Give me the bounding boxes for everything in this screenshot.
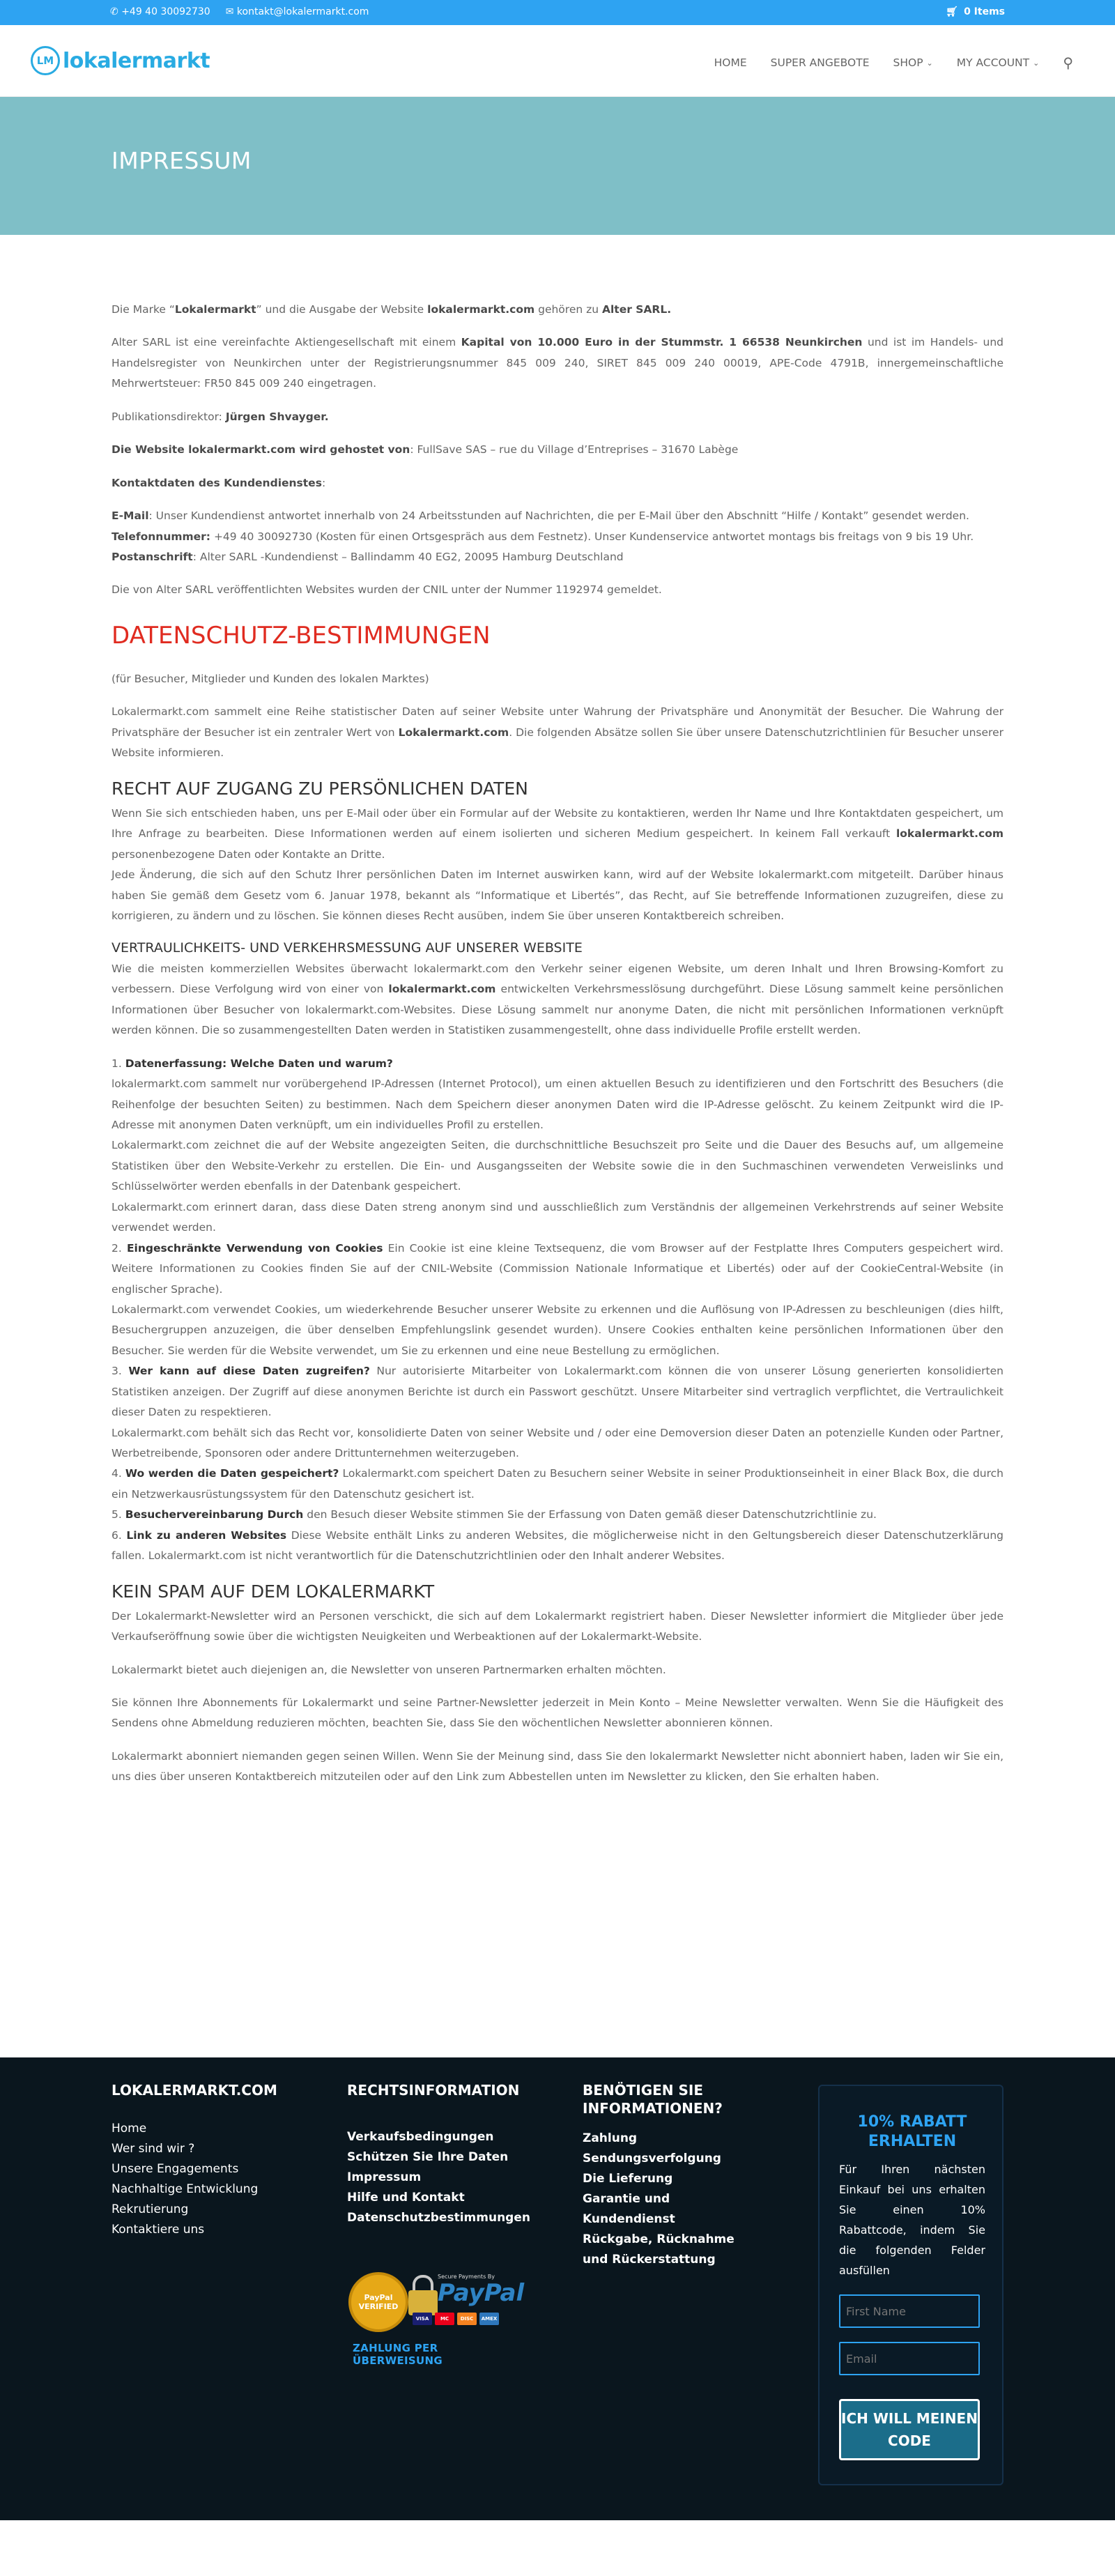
get-code-button[interactable]: ICH WILL MEINEN CODE [839,2399,980,2460]
phone-number: +49 40 30092730 [121,6,210,17]
point-2-text-2: Lokalermarkt.com verwendet Cookies, um wiederkehrende Besucher unserer Website zu erkennen und die Auflösung von IP-Adressen zu beschleunigen (dies hilft, Besuchergruppen anzuzeigen, die über denselben Empfehlungslink gesendet wurden). Unsere Cookies enthalten keine persönlichen Informationen über den Besucher. Sie werden für die Website verwendet, um Sie zu erkennen und eine neue Bestellung zu ermöglichen. [112,1303,1004,1357]
point-title: Eingeschränkte Verwendung von Cookies [126,1241,383,1255]
point-4 [112,1464,1004,1505]
text: und ist im Handels- und Handelsregister von Neunkirchen unter der Registrierungsnummer 845 009 240, SIRET 845 009 240 00019, APE-Code 4791B, innergemeinschaftliche Mehrwertsteuer: FR50 845 009 240 eingetragen. [112,336,1004,390]
nav-super-angebote[interactable] [771,56,870,69]
footer-link-delivery[interactable]: Die Lieferung [583,2172,673,2186]
secure-payments-text: Secure Payments By [438,2274,495,2280]
phone-contact[interactable] [110,6,210,17]
footer-heading: LOKALERMARKT.COM [112,2082,277,2099]
footer-link-payment[interactable]: Zahlung [583,2131,638,2145]
footer-link-data-protection[interactable]: Schützen Sie Ihre Daten [347,2150,509,2164]
contact-address [112,547,1004,567]
first-name-input[interactable] [839,2294,980,2328]
text: personenbezogene Daten oder Kontakte an Dritte. [112,848,385,861]
email-contact[interactable] [226,6,369,17]
section-heading-vertraulichkeit: VERTRAULICHKEITS- UND VERKEHRSMESSUNG AUF UNSERER WEBSITE [112,940,583,956]
chevron-down-icon: ⌄ [926,58,933,68]
text: Die Marke “ [112,303,175,316]
hosting-label: Die Website lokalermarkt.com wird gehostet von [112,443,410,457]
amex-icon: AMEX [479,2313,499,2325]
text: gehören zu [535,303,602,316]
point-number: 4. [112,1467,125,1480]
text: Nur autorisierte Mitarbeiter von Lokalermarkt.com können die von unserer Lösung generierten konsolidierten Statistiken anzeigen. Der Zugriff auf diese anonymen Berichte ist durch ein Passwort geschützt. Unsere Mitarbeiter sind vertraglich verpflichtet, die Vertraulichkeit dieser Daten zu respektieren. [112,1365,1004,1419]
text: +49 40 30092730 (Kosten für einen Ortsgespräch aus dem Festnetz). Unser Kundenservice antwortet montags bis freitags von 9 bis 19 Uhr. [210,530,974,543]
discount-signup-box [818,2085,1004,2485]
impressum-director [112,407,1004,427]
spam-paragraph-4: Lokalermarkt abonniert niemanden gegen seinen Willen. Wenn Sie der Meinung sind, dass Sie den lokalermarkt Newsletter nicht abonniert haben, laden wir Sie ein, uns dies über unseren Kontaktbereich mitzuteilen oder auf den Link zum Abbestellen unten im Newsletter zu klicken, den Sie erhalten haben. [112,1749,1004,1784]
footer-link-warranty[interactable]: Garantie und Kundendienst [583,2192,675,2226]
mail-icon: ✉ [225,6,234,17]
text: Publikationsdirektor: [112,410,226,423]
contact-phone [112,527,1004,547]
point-title: Datenerfassung: Welche Daten und warum? [125,1057,393,1070]
nav-label: SHOP [893,56,923,69]
point-title: Link zu anderen Websites [126,1528,287,1542]
text: Diese Website enthält Links zu anderen Websites, die möglicherweise nicht in den Geltungsbereich dieser Datenschutzerklärung fallen. Lokalermarkt.com ist nicht verantwortlich für die Datenschutzrichtlinien oder den Inhalt anderer Websites. [112,1528,1004,1563]
footer-link-tracking[interactable]: Sendungsverfolgung [583,2152,721,2165]
text: : FullSave SAS – rue du Village d’Entreprises – 31670 Labège [410,443,739,457]
point-1-text-3: Lokalermarkt.com erinnert daran, dass diese Daten streng anonym sind und ausschließlich zum Verständnis der allgemeinen Verkehrstrends auf seiner Website verwendet werden. [112,1200,1004,1234]
capital-address: Kapital von 10.000 Euro in der Stummstr. 1 66538 Neunkirchen [461,336,863,349]
footer-column-info [583,2081,757,2270]
spam-paragraph-2: Lokalermarkt bietet auch diejenigen an, die Newsletter von unseren Partnermarken erhalten möchten. [112,1663,666,1676]
text: . Die folgenden Absätze sollen Sie über unsere Datenschutzrichtlinien für Besucher unserer Website informieren. [112,726,1004,760]
footer-link-sustainability[interactable]: Nachhaltige Entwicklung [112,2182,259,2196]
point-1-text-1: lokalermarkt.com sammelt nur vorübergehend IP-Adressen (Internet Protocol), um einen aktuellen Besuch zu identifizieren und den Fortschritt des Besuchers (die Reihenfolge der besuchten Seiten) zu bestimmen. Nach dem Speichern dieser anonymen Daten wird die IP-Adresse gelöscht. Zu keinem Zeitpunkt wird die IP-Adresse mit anonymen Daten verknüpft, um ein individuelles Profil zu erstellen. [112,1078,1004,1132]
paypal-verified-seal: PayPal VERIFIED [348,2272,408,2332]
section-heading-spam: KEIN SPAM AUF DEM LOKALERMARKT [112,1581,435,1602]
text: Lokalermarkt.com speichert Daten zu Besuchern seiner Website in seiner Produktionseinheit in einer Black Box, die durch ein Netzwerkausrüstungssystem für den Datenschutz gesichert ist. [112,1467,1004,1501]
datenschutz-intro-2 [112,702,1004,763]
point-number: 1. [112,1057,125,1070]
point-number: 5. [112,1508,125,1521]
main-nav [714,54,1073,71]
mastercard-icon: MC [435,2313,454,2325]
paypal-logo: PayPal [438,2279,525,2307]
text: : [321,476,326,489]
text: den Besuch dieser Website stimmen Sie der Erfassung von Daten gemäß dieser Datenschutzrichtlinie zu. [303,1508,877,1521]
vertraulichkeit-paragraph [112,959,1004,1041]
logo-text: lokalermarkt [63,48,210,73]
footer-link-impressum[interactable]: Impressum [347,2170,422,2184]
text: : Alter SARL -Kundendienst – Ballindamm 40 EG2, 20095 Hamburg Deutschland [192,550,624,563]
cnil-note: Die von Alter SARL veröffentlichten Websites wurden der CNIL unter der Nummer 1192974 gemeldet. [112,583,662,597]
nav-home[interactable] [714,56,747,69]
phone-label: Telefonnummer: [112,530,211,543]
text: Wie die meisten kommerziellen Websites überwacht lokalermarkt.com den Verkehr seiner eigenen Website, um deren Inhalt und Ihren Browsing-Komfort zu verbessern. Diese Verfolgung wird von einer von [112,962,1004,996]
footer-link-help[interactable]: Hilfe und Kontakt [347,2191,465,2205]
nav-label: HOME [714,56,747,69]
footer-link-engagements[interactable]: Unsere Engagements [112,2162,239,2176]
datenschutz-intro-1: (für Besucher, Mitglieder und Kunden des lokalen Marktes) [112,673,429,685]
point-1-title [112,1054,1004,1074]
point-number: 6. [112,1528,127,1542]
point-3 [112,1361,1004,1423]
discover-icon: DISC [457,2313,477,2325]
text: : Unser Kundendienst antwortet innerhalb von 24 Arbeitsstunden auf Nachrichten, die per E-Mail über den Abschnitt “Hilfe / Kontakt” gesendet werden. [148,509,969,523]
text: ” und die Ausgabe der Website [256,303,428,316]
footer-link-home[interactable]: Home [112,2122,147,2136]
email-address: kontakt@lokalermarkt.com [236,6,369,17]
point-1-text-2: Lokalermarkt.com zeichnet die auf der Website angezeigten Seiten, die durchschnittliche Besuchszeit pro Seite und die Dauer des Besuchs auf, um allgemeine Statistiken über den Website-Verkehr zu erstellen. Die Ein- und Ausgangsseiten der Website sowie die in den Suchmaschinen verwendeten Verweislinks und Schlüsselwörter werden ebenfalls in der Datenbank gespeichert. [112,1139,1004,1193]
site-footer [0,2057,1115,2520]
phone-icon: ✆ [110,6,118,17]
visa-icon: VISA [413,2313,432,2325]
footer-link-terms[interactable]: Verkaufsbedingungen [347,2130,494,2144]
cart-link[interactable] [946,6,1005,17]
site-logo[interactable] [31,46,210,75]
text: Wenn Sie sich entschieden haben, uns per E-Mail oder über ein Formular auf der Website zu kontaktieren, werden Ihr Name und Ihre Kontaktdaten gespeichert, um Ihre Anfrage zu bearbeiten. Diese Informationen werden auf einem isolierten und sicheren Medium gespeichert. In keinem Fall verkauft [112,806,1004,841]
footer-column-legal [347,2081,530,2228]
point-title: Wer kann auf diese Daten zugreifen? [128,1365,370,1378]
footer-column-company [112,2081,277,2240]
site-name: Lokalermarkt.com [398,726,509,739]
point-number: 3. [112,1365,129,1378]
point-title: Besuchervereinbarung Durch [125,1508,304,1521]
text: Lokalermarkt.com sammelt eine Reihe statistischer Daten auf seiner Website unter Wahrung der Privatsphäre und Anonymität der Besucher. Die Wahrung der Privatsphäre der Besucher ist ein zentraler Wert von [112,705,1004,739]
nav-label: MY ACCOUNT [956,56,1030,69]
point-5 [112,1505,1004,1525]
text: entwickelten Verkehrsmesslösung durchgeführt. Diese Lösung sammelt keine persönlichen Informationen über Besucher von lokalermarkt.com-Websites. Diese Lösung sammelt nur anonyme Daten, die nicht mit persönlichen Informationen verknüpft werden können. Die so zusammengestellten Daten werden in Statistiken zusammengestellt, ohne dass individuelle Profile erstellt werden. [112,983,1004,1037]
footer-heading: BENÖTIGEN SIE INFORMATIONEN? [583,2082,723,2117]
website-name: lokalermarkt.com [427,303,535,316]
spam-paragraph-1: Der Lokalermarkt-Newsletter wird an Personen verschickt, die sich auf dem Lokalermarkt registriert haben. Dieser Newsletter informiert die Mitglieder über jede Verkaufseröffnung sowie über die wichtigsten Neuigkeiten und Werbeaktionen auf der Lokalermarkt-Website. [112,1609,1004,1643]
footer-link-recruiting[interactable]: Rekrutierung [112,2202,189,2216]
logo-mark: LM [31,46,60,75]
site-header [0,25,1115,97]
footer-link-about[interactable]: Wer sind wir ? [112,2142,195,2156]
chevron-down-icon: ⌄ [1033,58,1040,68]
footer-link-contact[interactable]: Kontaktiere uns [112,2223,205,2237]
spam-paragraph-3: Sie können Ihre Abonnements für Lokalermarkt und seine Partner-Newsletter jederzeit in Mein Konto – Meine Newsletter verwalten. Wenn Sie die Häufigkeit des Sendens ohne Abmeldung reduzieren möchten, beachten Sie, dass Sie den wöchentlichen Newsletter abonnieren können. [112,1696,1004,1730]
contact-heading: Kontaktdaten des Kundendienstes [112,476,322,489]
page-title: IMPRESSUM [112,147,252,174]
director-name: Jürgen Shvayger. [225,410,329,423]
cart-icon: 🛒︎ [946,6,959,17]
point-3-text-2: Lokalermarkt.com behält sich das Recht vor, konsolidierte Daten von seiner Website und / oder eine Demoversion dieser Daten an potenzielle Kunden oder Partner, Werbetreibende, Sponsoren oder andere Drittunternehmen weiterzugeben. [112,1426,1004,1460]
point-title: Wo werden die Daten gespeichert? [125,1467,339,1480]
point-6 [112,1526,1004,1567]
site-name: lokalermarkt.com [388,983,496,996]
promo-text: Für Ihren nächsten Einkauf bei uns erhalten Sie einen 10% Rabattcode, indem Sie die folgenden Felder ausfüllen [839,2163,985,2277]
lock-body [408,2290,438,2315]
top-bar [0,0,1115,25]
card-logos [413,2313,499,2325]
section-heading-recht: RECHT AUF ZUGANG ZU PERSÖNLICHEN DATEN [112,778,528,799]
nav-shop[interactable] [893,56,933,69]
site-name: lokalermarkt.com [895,827,1004,841]
datenschutz-title: DATENSCHUTZ-BESTIMMUNGEN [112,621,491,650]
nav-my-account[interactable] [957,56,1040,69]
main-content [112,300,1004,1800]
email-label: E-Mail [112,509,149,523]
contact-email [112,506,1004,526]
text: Alter SARL ist eine vereinfachte Aktiengesellschaft mit einem [112,336,461,349]
brand-name: Lokalermarkt [174,303,256,316]
email-input[interactable] [839,2342,980,2375]
footer-link-privacy[interactable]: Datenschutzbestimmungen [347,2211,530,2225]
page-hero [0,97,1115,235]
impressum-company [112,332,1004,394]
footer-link-returns[interactable]: Rückgabe, Rücknahme und Rückerstattung [583,2232,735,2267]
promo-title: 10% RABATT ERHALTEN [857,2113,967,2150]
cart-count: 0 Items [964,6,1005,17]
impressum-brand [112,300,1004,320]
impressum-contact-heading [112,473,1004,493]
impressum-hosting [112,440,1004,460]
company-name: Alter SARL. [602,303,672,316]
recht-paragraph-2: Jede Änderung, die sich auf den Schutz Ihrer persönlichen Daten im Internet auswirken kann, wird auf der Website lokalermarkt.com mitgeteilt. Darüber hinaus haben Sie gemäß dem Gesetz vom 6. Januar 1978, bekannt als “Informatique et Libertés”, das Recht, auf Sie betreffende Informationen zuzugreifen, diese zu korrigieren, zu ändern und zu löschen. Sie können dieses Recht ausüben, indem Sie über unseren Kontaktbereich schreiben. [112,868,1004,922]
text: Ein Cookie ist eine kleine Textsequenz, die vom Browser auf der Festplatte Ihres Computers gespeichert wird. Weitere Informationen zu Cookies finden Sie auf der CNIL-Website (Commission Nationale Informatique et Libertés) oder auf der CookieCentral-Website (in englischer Sprache). [112,1241,1004,1296]
nav-label: SUPER ANGEBOTE [770,56,870,69]
address-label: Postanschrift [112,550,193,563]
search-icon[interactable]: ⚲ [1063,54,1073,71]
bank-transfer-label: ZAHLUNG PER ÜBERWEISUNG [353,2342,443,2367]
point-2 [112,1239,1004,1300]
recht-paragraph-1 [112,804,1004,865]
point-number: 2. [112,1241,127,1255]
footer-heading: RECHTSINFORMATION [347,2082,520,2099]
